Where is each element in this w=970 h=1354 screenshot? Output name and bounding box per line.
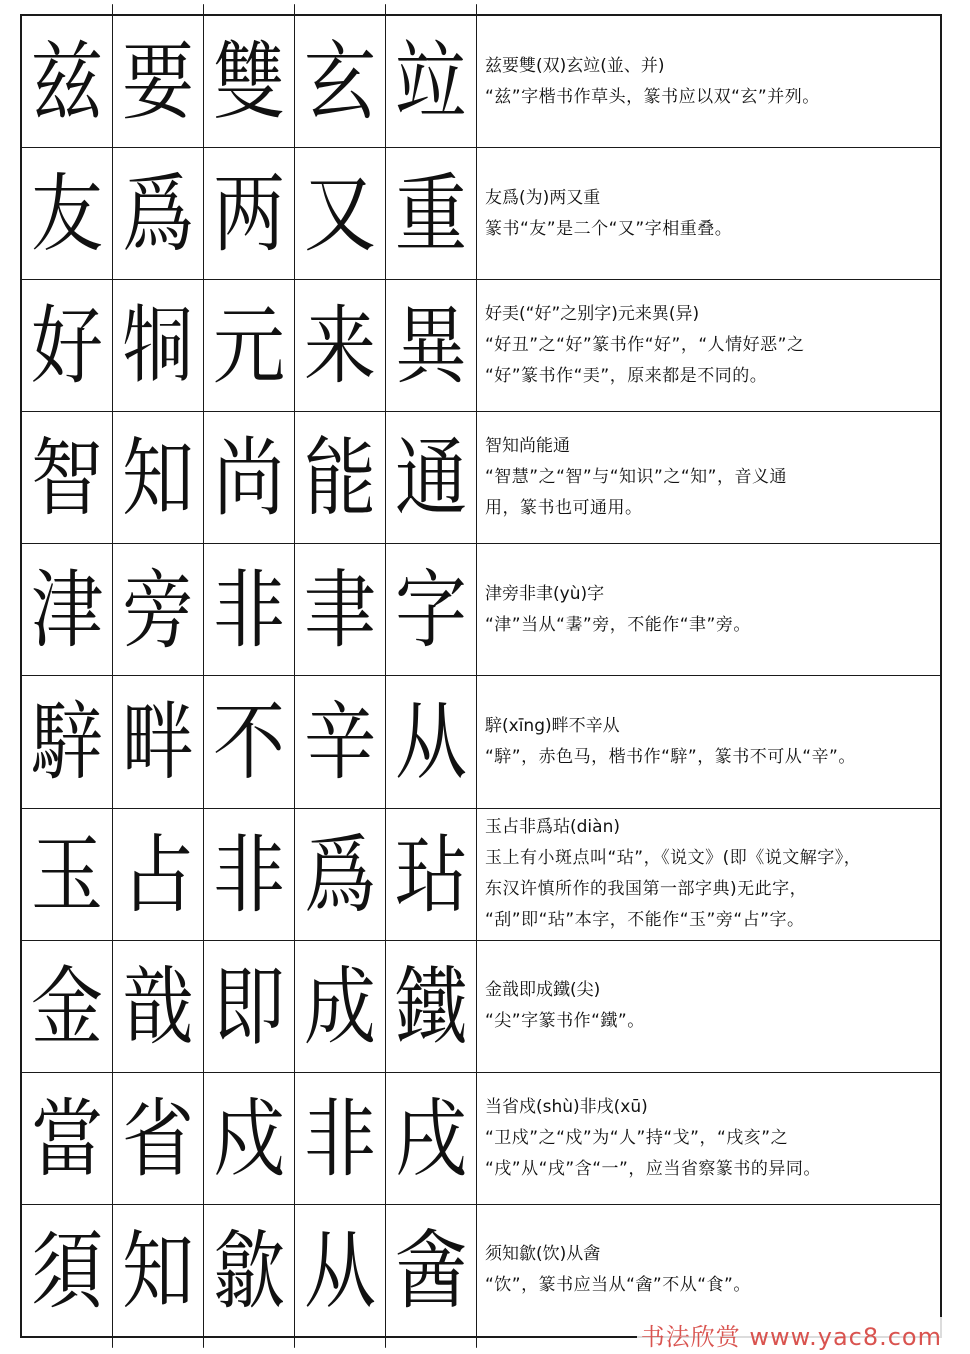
table-row [22,412,940,544]
table-row [22,280,940,412]
seal-character: 當 [22,1061,113,1216]
rhyme-title: 友爲(为)两又重 [485,187,601,208]
explanation-line: 东汉许慎所作的我国第一部字典)无此字， [485,879,808,900]
seal-character: 来 [295,268,386,423]
explanation-cell [477,544,940,675]
seal-character: 又 [295,136,386,291]
seal-character: 通 [386,400,477,555]
explanation-cell [477,16,940,147]
explanation-cell [477,280,940,411]
explanation-line: “兹”字楷书作草头，篆书应以双“玄”并列。 [485,86,820,107]
seal-character: 占 [113,797,204,952]
seal-character: 𤙓 [113,268,204,423]
table-row [22,544,940,676]
table-row [22,148,940,280]
table-row [22,16,940,148]
seal-character: 歙 [204,1193,295,1348]
seal-character: 要 [113,4,204,159]
explanation-line: “卫戍”之“戍”为“人”持“戈”，“戌亥”之 [485,1127,789,1148]
seal-character: 兹 [22,4,113,159]
explanation-line: “津”当从“𦘠”旁，不能作“聿”旁。 [485,614,751,635]
explanation-line: “饮”，篆书应当从“酓”不从“食”。 [485,1275,751,1296]
seal-character: 两 [204,136,295,291]
seal-character: 元 [204,268,295,423]
rhyme-title: 津旁非聿(yù)字 [485,583,605,604]
seal-character: 戌 [386,1061,477,1216]
seal-character: 戍 [204,1061,295,1216]
seal-character: 不 [204,665,295,820]
seal-character: 从 [386,665,477,820]
seal-character: 戠 [113,929,204,1084]
seal-character: 非 [295,1061,386,1216]
seal-character: 知 [113,400,204,555]
explanation-cell [477,809,940,940]
explanation-line: 玉上有小斑点叫“玷”，《说文》(即《说文解字》， [485,848,862,869]
rhyme-title: 兹要雙(双)玄竝(並、并) [485,55,665,76]
seal-character: 玄 [295,4,386,159]
calligraphy-table [20,14,942,1338]
seal-character: 玉 [22,797,113,952]
rhyme-title: 騂(xīng)畔不辛从 [485,716,620,737]
explanation-cell [477,941,940,1072]
seal-character: 重 [386,136,477,291]
seal-character: 須 [22,1193,113,1348]
explanation-line: 用，篆书也可通用。 [485,498,643,519]
seal-character: 好 [22,268,113,423]
explanation-cell [477,1073,940,1204]
rhyme-title: 玉占非爲玷(diàn) [485,817,620,838]
seal-character: 字 [386,533,477,688]
seal-character: 友 [22,136,113,291]
seal-character: 非 [204,797,295,952]
seal-character: 旁 [113,533,204,688]
seal-character: 辛 [295,665,386,820]
rhyme-title: 当省戍(shù)非戌(xū) [485,1096,648,1117]
seal-character: 非 [204,533,295,688]
seal-character: 即 [204,929,295,1084]
table-row [22,676,940,808]
rhyme-title: 智知尚能通 [485,436,570,457]
explanation-cell [477,676,940,807]
rhyme-title: 好㺯(“好”之别字)元来異(异) [485,304,700,325]
rhyme-title: 须知歙(饮)从酓 [485,1244,601,1265]
table-row [22,809,940,941]
explanation-line: “好”篆书作“㺯”，原来都是不同的。 [485,366,768,387]
seal-character: 騂 [22,665,113,820]
seal-character: 成 [295,929,386,1084]
seal-character: 津 [22,533,113,688]
explanation-line: “智慧”之“智”与“知识”之“知”，音义通 [485,467,787,488]
seal-character: 爲 [295,797,386,952]
seal-character: 能 [295,400,386,555]
explanation-cell [477,412,940,543]
explanation-line: “戌”从“戌”含“一”，应当省察篆书的异同。 [485,1158,821,1179]
seal-character: 玷 [386,797,477,952]
explanation-cell [477,148,940,279]
explanation-line: 篆书“友”是二个“又”字相重叠。 [485,218,733,239]
table-row [22,1073,940,1205]
seal-character: 異 [386,268,477,423]
table-row [22,941,940,1073]
seal-character: 聿 [295,533,386,688]
explanation-line: “騂”，赤色马，楷书作“騂”，篆书不可从“辛”。 [485,747,856,768]
seal-character: 省 [113,1061,204,1216]
seal-character: 鐵 [386,929,477,1084]
rhyme-title: 金戠即成鐵(尖) [485,980,601,1001]
seal-character: 尚 [204,400,295,555]
seal-character: 金 [22,929,113,1084]
seal-character: 酓 [386,1193,477,1348]
seal-character: 畔 [113,665,204,820]
seal-character: 竝 [386,4,477,159]
seal-character: 爲 [113,136,204,291]
explanation-line: “好丑”之“好”篆书作“好”，“人情好恶”之 [485,335,805,356]
watermark: 书法欣赏 www.yac8.com [637,1317,946,1352]
seal-character: 知 [113,1193,204,1348]
seal-character: 智 [22,400,113,555]
seal-character: 雙 [204,4,295,159]
explanation-line: “尖”字篆书作“鐵”。 [485,1011,645,1032]
explanation-line: “刮”即“玷”本字，不能作“玉”旁“占”字。 [485,910,805,931]
seal-character: 从 [295,1193,386,1348]
